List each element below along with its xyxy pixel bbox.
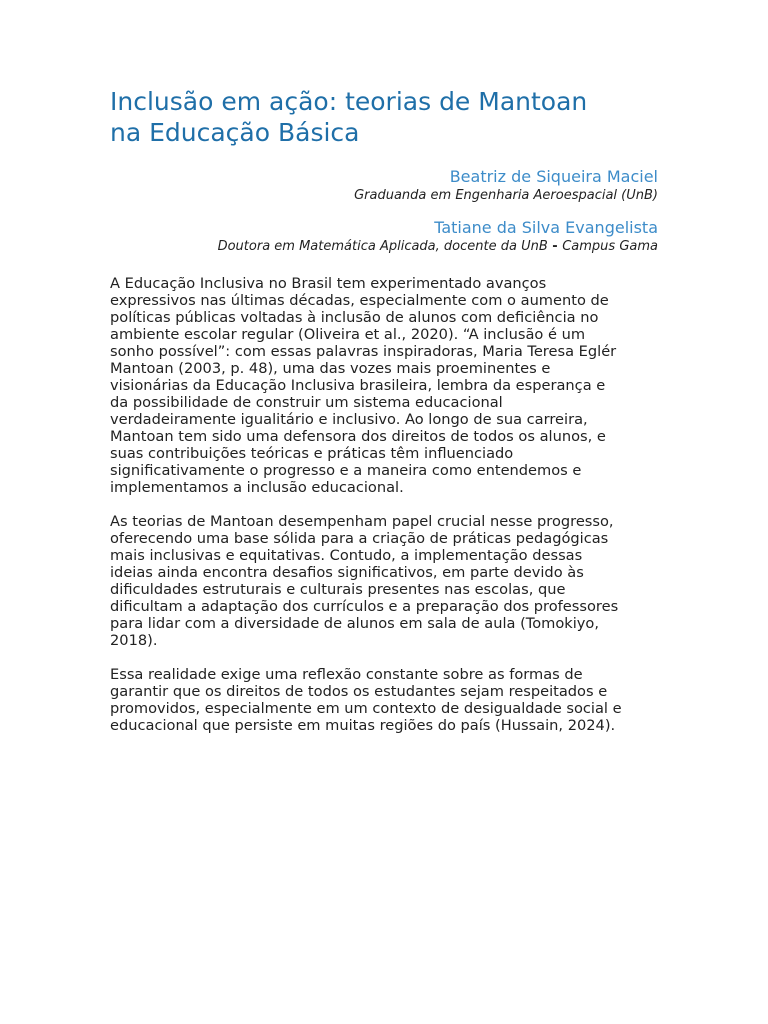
article-title: [110, 86, 658, 148]
paragraph-line: expressivos nas últimas décadas, especialmente com o aumento de: [110, 292, 609, 309]
author-name-1: Beatriz de Siqueira Maciel: [449, 167, 658, 186]
article-title-line-2: na Educação Básica: [110, 118, 360, 147]
author-affiliation-2: [110, 238, 658, 255]
paragraph-line: Mantoan (2003, p. 48), uma das vozes mais proeminentes e: [110, 360, 551, 377]
author-block-2: [110, 218, 658, 255]
paragraph-line: educacional que persiste em muitas regiões do país (Hussain, 2024).: [110, 717, 616, 734]
paragraph-line: políticas públicas voltadas à inclusão de alunos com deficiência no: [110, 309, 599, 326]
author-affiliation-2-part-1: Doutora em Matemática Aplicada, docente da UnB: [217, 239, 548, 254]
paragraph-line: verdadeiramente igualitário e inclusivo. Ao longo de sua carreira,: [110, 411, 588, 428]
paragraph-line: Essa realidade exige uma reflexão constante sobre as formas de: [110, 666, 583, 683]
body-paragraph-2: [110, 513, 658, 649]
paragraph-line: implementamos a inclusão educacional.: [110, 479, 404, 496]
author-affiliation-1: Graduanda em Engenharia Aeroespacial (UnB): [354, 188, 658, 203]
paragraph-line: para lidar com a diversidade de alunos em sala de aula (Tomokiyo,: [110, 615, 599, 632]
paragraph-line: mais inclusivas e equitativas. Contudo, a implementação dessas: [110, 547, 583, 564]
paragraph-line: promovidos, especialmente em um contexto de desigualdade social e: [110, 700, 622, 717]
paragraph-line: dificuldades estruturais e culturais presentes nas escolas, que: [110, 581, 566, 598]
paragraph-line: ideias ainda encontra desafios significativos, em parte devido às: [110, 564, 584, 581]
paragraph-line: sonho possível”: com essas palavras inspiradoras, Maria Teresa Eglér: [110, 343, 617, 360]
author-name-2: Tatiane da Silva Evangelista: [434, 218, 658, 237]
paragraph-line: significativamente o progresso e a maneira como entendemos e: [110, 462, 582, 479]
author-affiliation-2-part-2: Campus Gama: [562, 239, 658, 254]
paragraph-line: 2018).: [110, 632, 158, 649]
paragraph-line: A Educação Inclusiva no Brasil tem experimentado avanços: [110, 275, 547, 292]
author-affiliation-2-separator: -: [547, 239, 563, 254]
paragraph-line: visionárias da Educação Inclusiva brasileira, lembra da esperança e: [110, 377, 606, 394]
paragraph-line: Mantoan tem sido uma defensora dos direitos de todos os alunos, e: [110, 428, 606, 445]
paragraph-line: garantir que os direitos de todos os estudantes sejam respeitados e: [110, 683, 608, 700]
article-title-line-1: Inclusão em ação: teorias de Mantoan: [110, 87, 588, 116]
paragraph-line: suas contribuições teóricas e práticas têm influenciado: [110, 445, 514, 462]
author-block-1: [110, 167, 658, 204]
article-body: [110, 275, 658, 734]
paragraph-line: dificultam a adaptação dos currículos e a preparação dos professores: [110, 598, 619, 615]
paragraph-line: oferecendo uma base sólida para a criação de práticas pedagógicas: [110, 530, 609, 547]
body-paragraph-1: [110, 275, 658, 496]
paragraph-line: As teorias de Mantoan desempenham papel crucial nesse progresso,: [110, 513, 614, 530]
paragraph-line: ambiente escolar regular (Oliveira et al., 2020). “A inclusão é um: [110, 326, 586, 343]
paragraph-line: da possibilidade de construir um sistema educacional: [110, 394, 503, 411]
body-paragraph-3: [110, 666, 658, 734]
document-page: [110, 86, 658, 751]
